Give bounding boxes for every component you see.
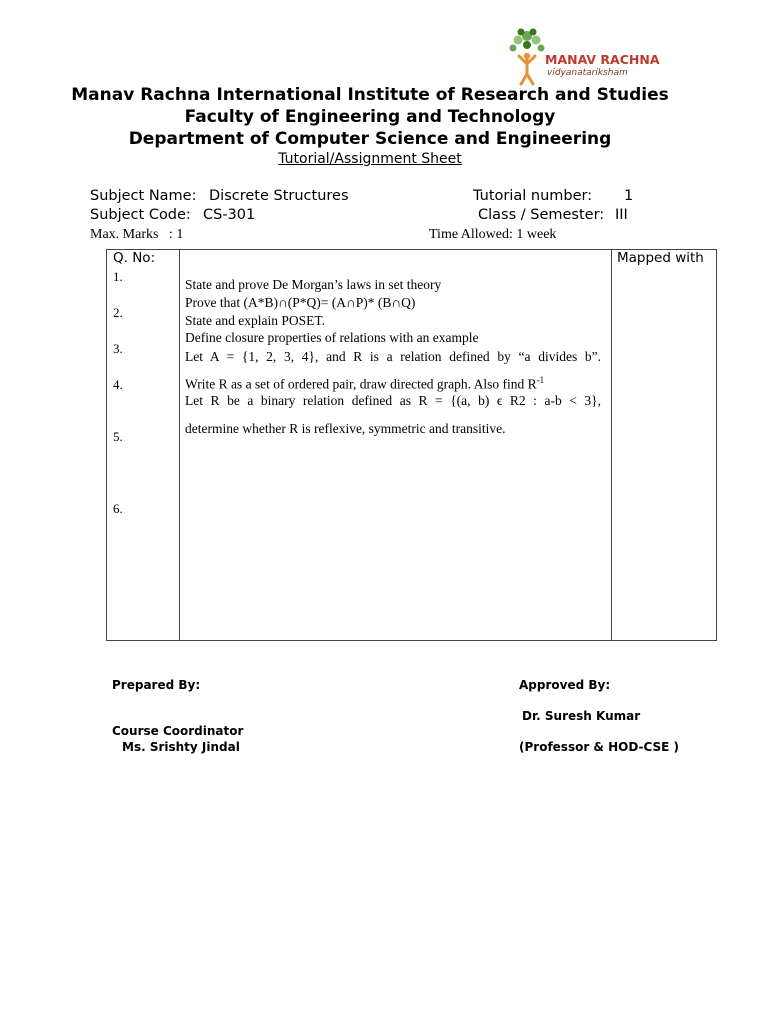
sheet-title-text: Tutorial/Assignment Sheet <box>278 151 462 167</box>
question-2-text: Prove that (A*B)∩(P*Q)= (A∩P)* (B∩Q) <box>185 295 416 310</box>
question-5-line-2-text: Write R as a set of ordered pair, draw directed graph. Also find R <box>185 376 537 392</box>
institute-heading: Manav Rachna International Institute of Research and Studies <box>71 85 669 105</box>
tree-logo-icon <box>507 26 547 86</box>
logo-brand-text: MANAV RACHNA <box>545 52 660 67</box>
question-number: 1. <box>113 269 123 284</box>
faculty-heading: Faculty of Engineering and Technology <box>184 107 556 127</box>
class-semester-value: III <box>615 207 628 223</box>
column-divider <box>611 250 612 640</box>
logo-tagline: vidyanatariksham <box>547 68 628 78</box>
column-divider <box>179 250 180 640</box>
coordinator-name: Ms. Srishty Jindal <box>122 740 240 754</box>
tutorial-number-value: 1 <box>624 188 634 204</box>
question-4-text: Define closure properties of relations with an example <box>185 330 479 345</box>
qno-header: Q. No: <box>113 250 156 266</box>
department-heading: Department of Computer Science and Engineering <box>128 129 612 149</box>
max-marks: Max. Marks : 1 <box>90 227 184 242</box>
approver-name: Dr. Suresh Kumar <box>522 709 641 723</box>
sheet-title <box>0 151 740 167</box>
question-5-line-1: Let A = {1, 2, 3, 4}, and R is a relation defined by “a divides b”. <box>185 349 601 364</box>
time-allowed: Time Allowed: 1 week <box>429 227 557 242</box>
question-5-line-2 <box>185 375 603 393</box>
approver-title: (Professor & HOD-CSE ) <box>519 740 680 754</box>
prepared-by-label: Prepared By: <box>112 678 201 692</box>
question-1-text: State and prove De Morgan’s laws in set theory <box>185 277 442 292</box>
approved-by-label: Approved By: <box>519 678 611 692</box>
subject-name-value: Discrete Structures <box>209 188 349 204</box>
question-number: 5. <box>113 429 123 444</box>
class-semester-label: Class / Semester: <box>478 207 605 223</box>
inverse-superscript: -1 <box>536 375 545 385</box>
tutorial-number-label: Tutorial number: <box>473 188 593 204</box>
institution-logo <box>505 26 665 88</box>
question-6-line-1: Let R be a binary relation defined as R = {(a, b) ϵ R2 : a-b < 3}, <box>185 393 601 408</box>
question-number: 6. <box>113 501 123 516</box>
question-3-text: State and explain POSET. <box>185 313 325 328</box>
course-coordinator-label: Course Coordinator <box>112 724 244 738</box>
question-number: 2. <box>113 305 123 320</box>
subject-name-label: Subject Name: <box>90 188 197 204</box>
subject-code-value: CS-301 <box>203 207 256 223</box>
question-6-line-2: determine whether R is reflexive, symmetric and transitive. <box>185 421 506 436</box>
subject-code-label: Subject Code: <box>90 207 191 223</box>
question-number: 3. <box>113 341 123 356</box>
question-number: 4. <box>113 377 123 392</box>
mapped-with-header: Mapped with <box>617 250 704 266</box>
